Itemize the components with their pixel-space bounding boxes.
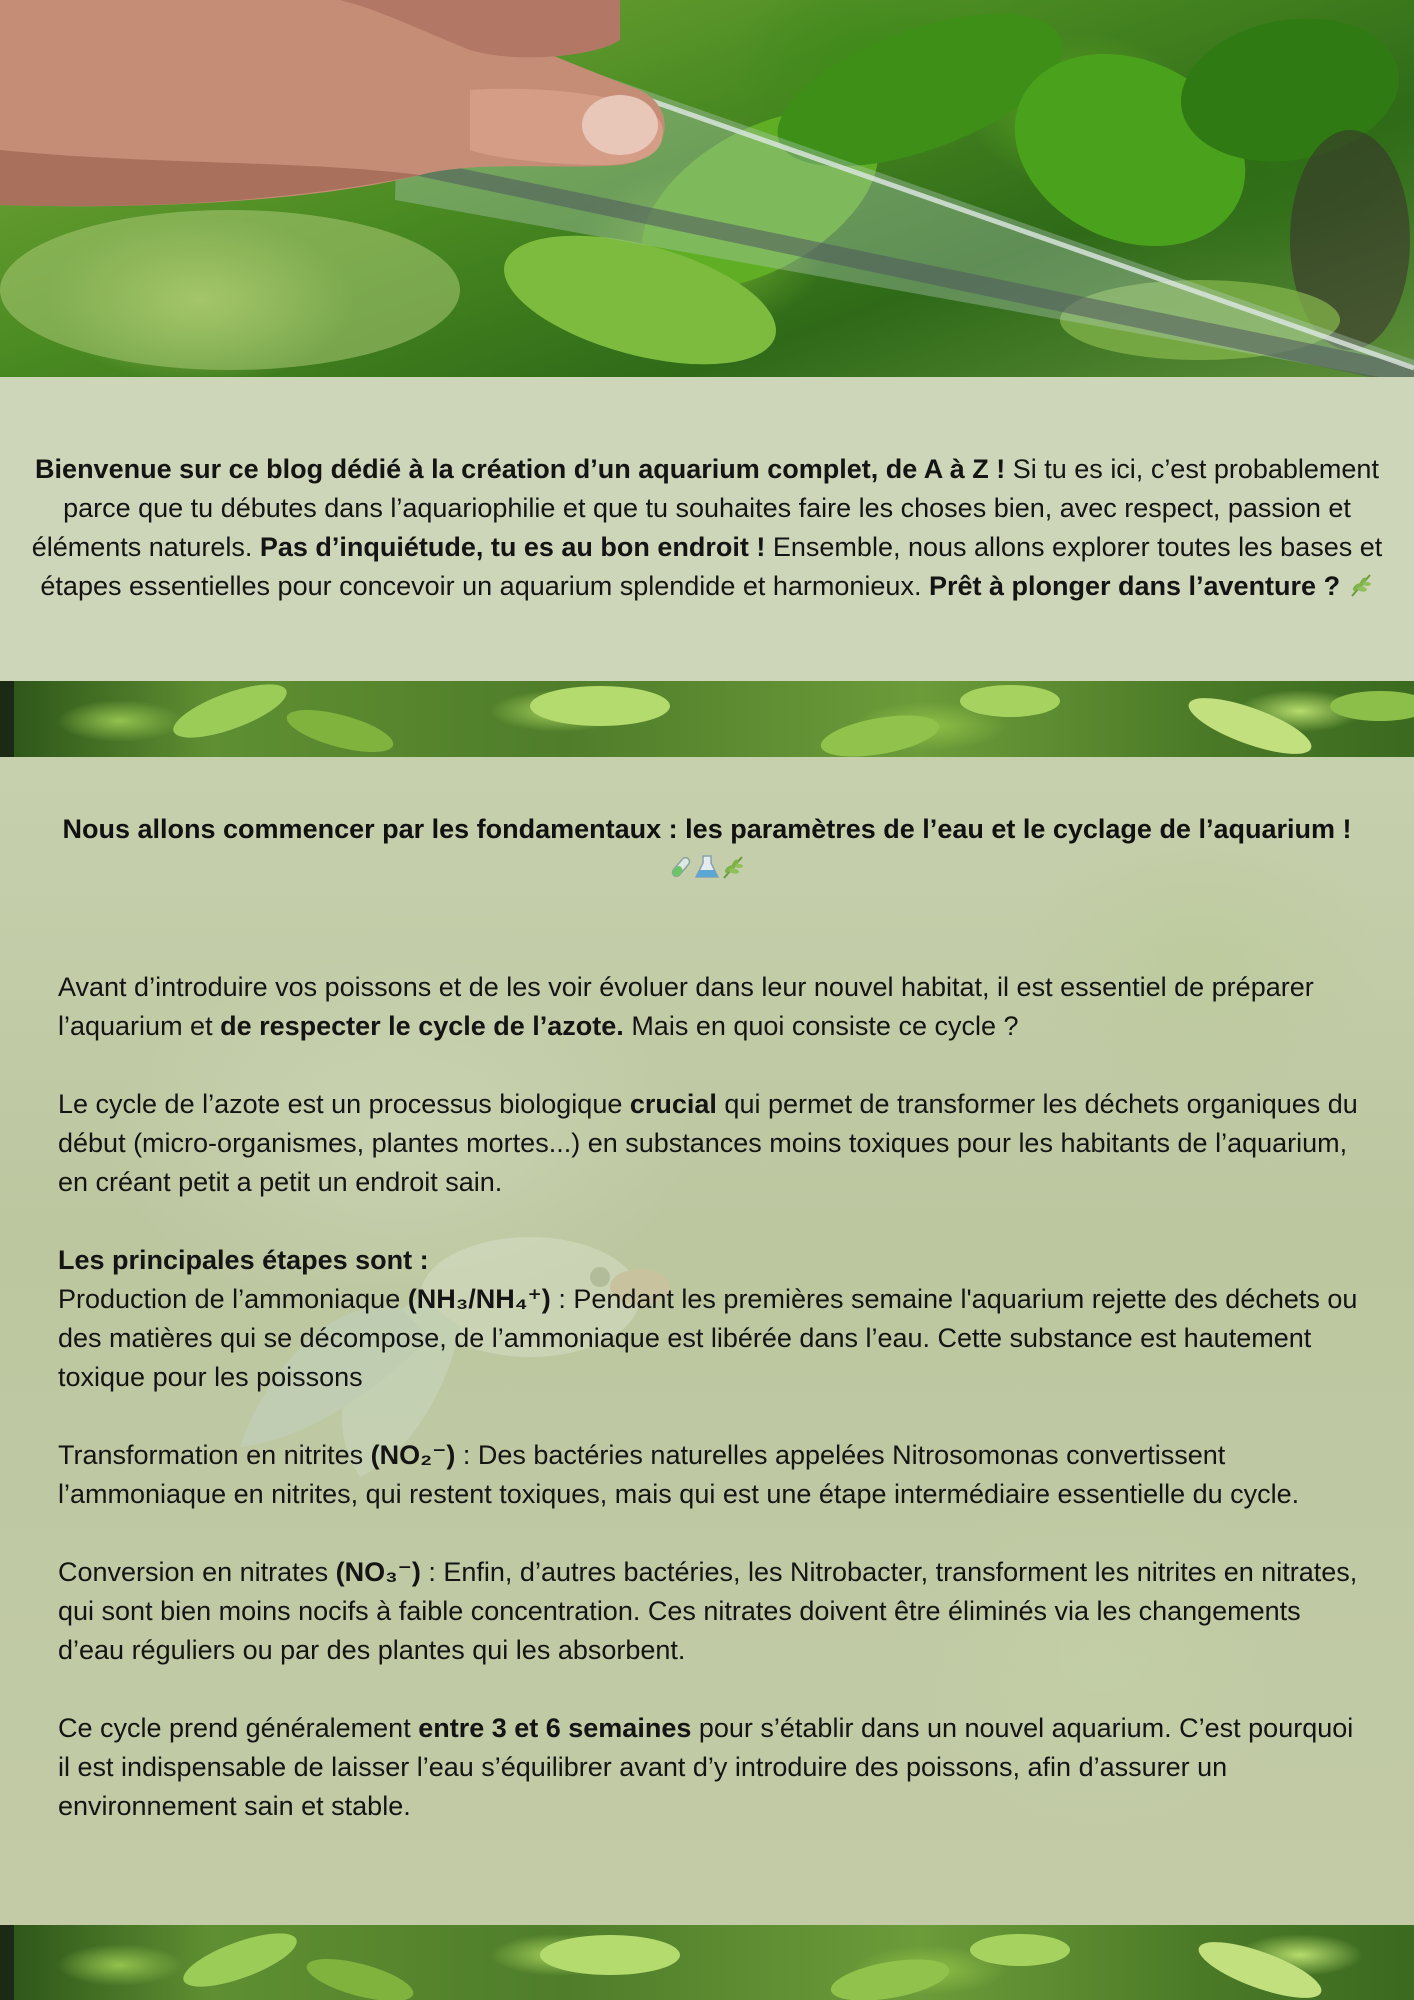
step1-text: Production de l’ammoniaque <box>58 1284 408 1314</box>
p1-bold: de respecter le cycle de l’azote. <box>220 1011 624 1041</box>
step3-text: Conversion en nitrates <box>58 1557 336 1587</box>
hero-photo <box>0 0 1414 377</box>
article-body <box>58 968 1358 1826</box>
step3-end: : Enfin, d’autres bactéries, les Nitrobacter, transforment les nitrites en nitrates, qui sont bien moins nocifs à faible concentration. Ces nitrates doivent être éliminés via les changements d’eau réguliers ou par des plantes qui les absorbent. <box>58 1557 1358 1665</box>
p1-end: Mais en quoi consiste ce cycle ? <box>623 1011 1019 1041</box>
section-heading-text: Nous allons commencer par les fondamentaux : les paramètres de l’eau et le cyclage de l’aquarium ! <box>62 814 1352 844</box>
intro-lead-bold: Bienvenue sur ce blog dédié à la création d’un aquarium complet, de A à Z ! <box>35 453 1006 484</box>
plant-icon <box>720 852 746 891</box>
steps-title <box>58 1241 1358 1280</box>
p3-end: pour s’établir dans un nouvel aquarium. C’est pourquoi il est indispensable de laisser l’eau s’équilibrer avant d’y introduire des poissons, afin d’assurer un environnement sain et stable. <box>58 1713 1354 1821</box>
intro-section <box>0 377 1414 681</box>
intro-explore-text: Ensemble, nous allons explorer toutes les bases et étapes essentielles pour concevoir un aquarium splendide et harmonieux. <box>40 531 1383 601</box>
flask-icon <box>694 852 720 891</box>
paragraph-definition <box>58 1085 1358 1202</box>
section-heading <box>60 810 1354 891</box>
step1-end: : Pendant les premières semaine l'aquarium rejette des déchets ou des matières qui se décompose, de l’ammoniaque est libérée dans l’eau. Cette substance est hautement toxique pour les poissons <box>58 1284 1358 1392</box>
step3-formula: (NO₃⁻) <box>335 1557 421 1587</box>
main-section <box>0 757 1414 1925</box>
plant-banner-top <box>0 681 1414 757</box>
step2-end: : Des bactéries naturelles appelées Nitrosomonas convertissent l’ammoniaque en nitrites, qui restent toxiques, mais qui est une étape intermédiaire essentielle du cycle. <box>58 1440 1300 1509</box>
banner-leaves <box>0 1925 1414 2000</box>
p3-bold: entre 3 et 6 semaines <box>418 1713 692 1743</box>
test-tube-icon <box>668 852 694 891</box>
paragraph-intro <box>58 968 1358 1046</box>
banner-leaves <box>0 681 1414 757</box>
step-nitrites <box>58 1436 1358 1514</box>
steps-title-text: Les principales étapes sont : <box>58 1245 429 1275</box>
step1-formula: (NH₃/NH₄⁺) <box>407 1284 551 1314</box>
step-nitrates <box>58 1553 1358 1670</box>
plant-banner-bottom <box>0 1925 1414 2000</box>
hero-illustration <box>0 0 1414 377</box>
p3-text: Ce cycle prend généralement <box>58 1713 419 1743</box>
p2-end: qui permet de transformer les déchets organiques du début (micro-organismes, plantes mortes...) en substances moins toxiques pour les habitants de l’aquarium, en créant petit a petit un endroit sain. <box>58 1089 1358 1197</box>
p1-text: Avant d’introduire vos poissons et de les voir évoluer dans leur nouvel habitat, il est essentiel de préparer l’aquarium et <box>58 972 1314 1041</box>
step2-text: Transformation en nitrites <box>58 1440 371 1470</box>
intro-reassure-bold: Pas d’inquiétude, tu es au bon endroit ! <box>259 531 766 562</box>
p2-text: Le cycle de l’azote est un processus biologique <box>58 1089 630 1119</box>
paragraph-duration <box>58 1709 1358 1826</box>
plant-icon <box>1348 570 1374 609</box>
p2-bold: crucial <box>629 1089 717 1119</box>
step2-formula: (NO₂⁻) <box>370 1440 456 1470</box>
step-ammonia <box>58 1280 1358 1397</box>
intro-lead-text: Si tu es ici, c’est probablement parce que tu débutes dans l’aquariophilie et que tu souhaites faire les choses bien, avec respect, passion et éléments naturels. <box>31 453 1379 562</box>
intro-paragraph <box>27 450 1387 609</box>
intro-ready-bold: Prêt à plonger dans l’aventure ? <box>928 570 1341 601</box>
